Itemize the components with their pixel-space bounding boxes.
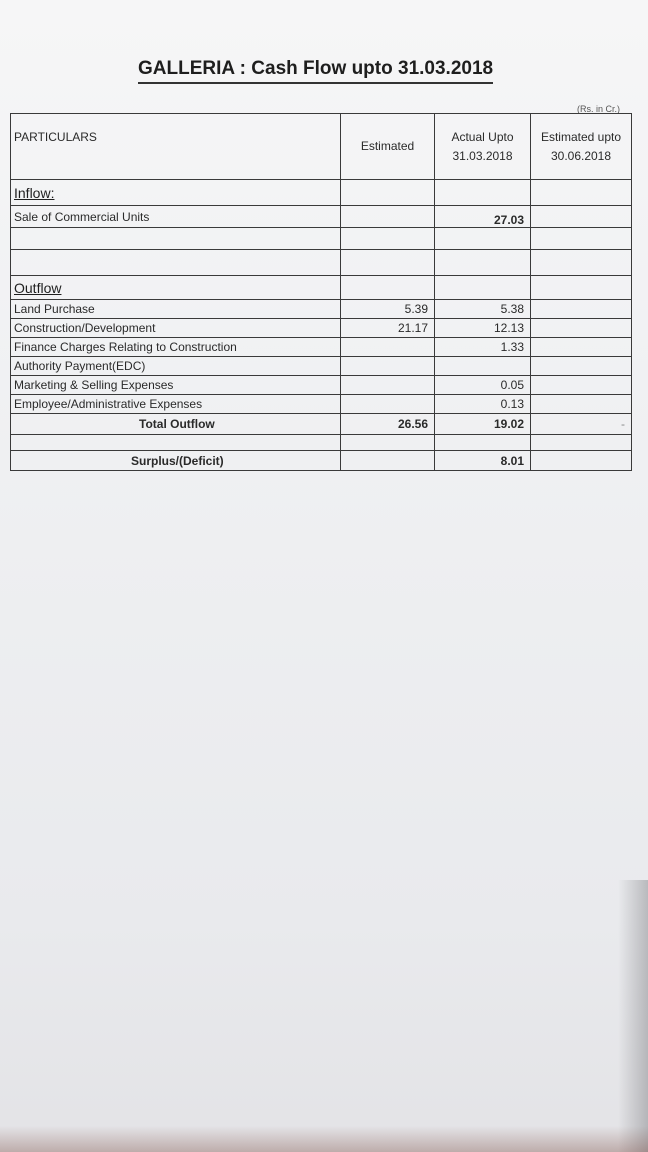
header-particulars: PARTICULARS bbox=[11, 114, 341, 180]
row-particular: Marketing & Selling Expenses bbox=[11, 376, 341, 395]
blank-row bbox=[11, 435, 632, 451]
row-particular: Authority Payment(EDC) bbox=[11, 357, 341, 376]
row-actual: 0.13 bbox=[435, 395, 531, 414]
surplus-row bbox=[11, 451, 632, 471]
total-est-upto: - bbox=[531, 414, 632, 435]
row-actual: 1.33 bbox=[435, 338, 531, 357]
row-est-upto bbox=[531, 319, 632, 338]
inflow-label: Inflow: bbox=[11, 180, 341, 206]
empty-cell bbox=[531, 276, 632, 300]
row-est-upto bbox=[531, 395, 632, 414]
header-actual bbox=[435, 114, 531, 180]
total-outflow-row bbox=[11, 414, 632, 435]
row-est-upto bbox=[531, 357, 632, 376]
empty-cell bbox=[531, 228, 632, 250]
table-row bbox=[11, 357, 632, 376]
table-row bbox=[11, 376, 632, 395]
header-actual-line2: 31.03.2018 bbox=[452, 148, 513, 163]
empty-cell bbox=[435, 228, 531, 250]
document-title: GALLERIA : Cash Flow upto 31.03.2018 bbox=[138, 58, 493, 84]
cash-flow-table bbox=[10, 113, 632, 471]
row-actual: 27.03 bbox=[435, 206, 531, 228]
outflow-label: Outflow bbox=[11, 276, 341, 300]
total-outflow-label: Total Outflow bbox=[11, 414, 341, 435]
empty-cell bbox=[435, 250, 531, 276]
table-row bbox=[11, 338, 632, 357]
inflow-section-row bbox=[11, 180, 632, 206]
empty-cell bbox=[11, 228, 341, 250]
page-shadow bbox=[618, 880, 648, 1152]
outflow-section-row bbox=[11, 276, 632, 300]
empty-cell bbox=[435, 435, 531, 451]
row-estimated bbox=[341, 206, 435, 228]
empty-cell bbox=[11, 250, 341, 276]
empty-cell bbox=[341, 435, 435, 451]
empty-cell bbox=[435, 180, 531, 206]
total-estimated: 26.56 bbox=[341, 414, 435, 435]
row-est-upto bbox=[531, 300, 632, 319]
surplus-actual: 8.01 bbox=[435, 451, 531, 471]
empty-cell bbox=[341, 180, 435, 206]
blank-row bbox=[11, 250, 632, 276]
table-row bbox=[11, 206, 632, 228]
row-estimated bbox=[341, 395, 435, 414]
empty-cell bbox=[531, 250, 632, 276]
row-actual: 12.13 bbox=[435, 319, 531, 338]
empty-cell bbox=[11, 435, 341, 451]
surplus-estimated bbox=[341, 451, 435, 471]
row-particular: Employee/Administrative Expenses bbox=[11, 395, 341, 414]
row-estimated: 5.39 bbox=[341, 300, 435, 319]
header-est-upto-line2: 30.06.2018 bbox=[550, 148, 612, 163]
units-note: (Rs. in Cr.) bbox=[577, 104, 621, 114]
empty-cell bbox=[341, 250, 435, 276]
row-particular: Finance Charges Relating to Construction bbox=[11, 338, 341, 357]
empty-cell bbox=[341, 276, 435, 300]
row-estimated bbox=[341, 338, 435, 357]
header-actual-line1: Actual Upto bbox=[451, 129, 514, 144]
table-row bbox=[11, 300, 632, 319]
blank-row bbox=[11, 228, 632, 250]
row-particular: Sale of Commercial Units bbox=[11, 206, 341, 228]
row-actual: 5.38 bbox=[435, 300, 531, 319]
empty-cell bbox=[531, 180, 632, 206]
page-bottom-edge bbox=[0, 1126, 648, 1152]
row-actual: 0.05 bbox=[435, 376, 531, 395]
empty-cell bbox=[531, 435, 632, 451]
surplus-label: Surplus/(Deficit) bbox=[11, 451, 341, 471]
row-est-upto bbox=[531, 206, 632, 228]
row-estimated bbox=[341, 357, 435, 376]
header-estimated: Estimated bbox=[341, 114, 435, 180]
row-estimated: 21.17 bbox=[341, 319, 435, 338]
surplus-est-upto bbox=[531, 451, 632, 471]
table-row bbox=[11, 395, 632, 414]
row-est-upto bbox=[531, 338, 632, 357]
row-actual bbox=[435, 357, 531, 376]
header-est-upto-line1: Estimated upto bbox=[540, 129, 622, 144]
row-estimated bbox=[341, 376, 435, 395]
row-particular: Construction/Development bbox=[11, 319, 341, 338]
empty-cell bbox=[435, 276, 531, 300]
table-row bbox=[11, 319, 632, 338]
empty-cell bbox=[341, 228, 435, 250]
total-actual: 19.02 bbox=[435, 414, 531, 435]
row-est-upto bbox=[531, 376, 632, 395]
header-estimated-upto bbox=[531, 114, 632, 180]
header-row bbox=[11, 114, 632, 180]
row-particular: Land Purchase bbox=[11, 300, 341, 319]
